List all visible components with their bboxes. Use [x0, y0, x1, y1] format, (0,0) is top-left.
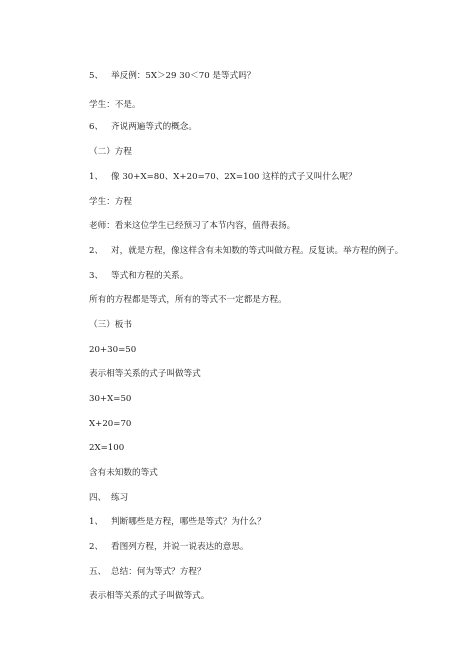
- paragraph-line: [89, 368, 201, 380]
- paragraph-text: 所有的方程都是等式，所有的等式不一定都是方程。: [89, 295, 287, 305]
- item-line: [89, 70, 255, 82]
- item-number: 6、: [89, 122, 104, 132]
- heading-text: （二）方程: [89, 147, 132, 157]
- equation-line: [89, 393, 131, 405]
- item-number: 1、: [89, 517, 104, 527]
- paragraph-line: [89, 220, 295, 232]
- item-line: [89, 541, 249, 553]
- item-number: 2、: [89, 246, 104, 256]
- equation-line: [89, 442, 124, 454]
- equation-text: 2X=100: [89, 443, 125, 453]
- paragraph-line: [89, 467, 158, 479]
- heading-text: （三）板书: [89, 320, 132, 330]
- paragraph-line: [89, 196, 132, 208]
- paragraph-text: 学生：不是。: [89, 100, 141, 110]
- equation-text: 20+30=50: [89, 345, 137, 355]
- paragraph-text: 表示相等关系的式子叫做等式: [89, 369, 201, 379]
- item-line: [89, 245, 403, 257]
- section-heading: [89, 319, 132, 331]
- item-text: 举反例：5X＞29 30＜70 是等式吗？: [111, 71, 256, 81]
- item-text: 判断哪些是方程，哪些是等式？为什么？: [111, 517, 266, 527]
- equation-text: 30+X=50: [89, 394, 132, 404]
- heading-text: 练习: [111, 493, 129, 503]
- item-number: 5、: [89, 71, 104, 81]
- item-number: 2、: [89, 542, 104, 552]
- equation-text: X+20=70: [89, 419, 132, 429]
- paragraph-line: [89, 99, 141, 111]
- item-line: [89, 121, 197, 133]
- section-heading: [89, 566, 206, 578]
- item-number: 3、: [89, 271, 104, 281]
- section-number: 四、: [89, 493, 107, 503]
- equation-line: [89, 344, 136, 356]
- item-line: [89, 516, 266, 528]
- item-line: [89, 171, 357, 183]
- item-text: 看图列方程，并说一说表达的意思。: [111, 542, 249, 552]
- paragraph-text: 老师：看来这位学生已经预习了本节内容，值得表扬。: [89, 221, 296, 231]
- section-number: 五、: [89, 567, 107, 577]
- paragraph-text: 含有未知数的等式: [89, 468, 158, 478]
- paragraph-line: [89, 590, 209, 602]
- section-heading: [89, 492, 128, 504]
- item-line: [89, 270, 188, 282]
- equation-line: [89, 418, 131, 430]
- section-heading: [89, 146, 132, 158]
- item-text: 齐说两遍等式的概念。: [111, 122, 197, 132]
- item-text: 对，就是方程，像这样含有未知数的等式叫做方程。反复读。举方程的例子。: [111, 246, 404, 256]
- item-text: 像 30+X=80、X+20=70、2X=100 这样的式子又叫什么呢？: [111, 172, 357, 182]
- item-number: 1、: [89, 172, 104, 182]
- paragraph-text: 学生：方程: [89, 197, 132, 207]
- paragraph-line: [89, 294, 287, 306]
- paragraph-text: 表示相等关系的式子叫做等式。: [89, 591, 210, 601]
- item-text: 等式和方程的关系。: [111, 271, 189, 281]
- heading-text: 总结：何为等式？方程？: [111, 567, 206, 577]
